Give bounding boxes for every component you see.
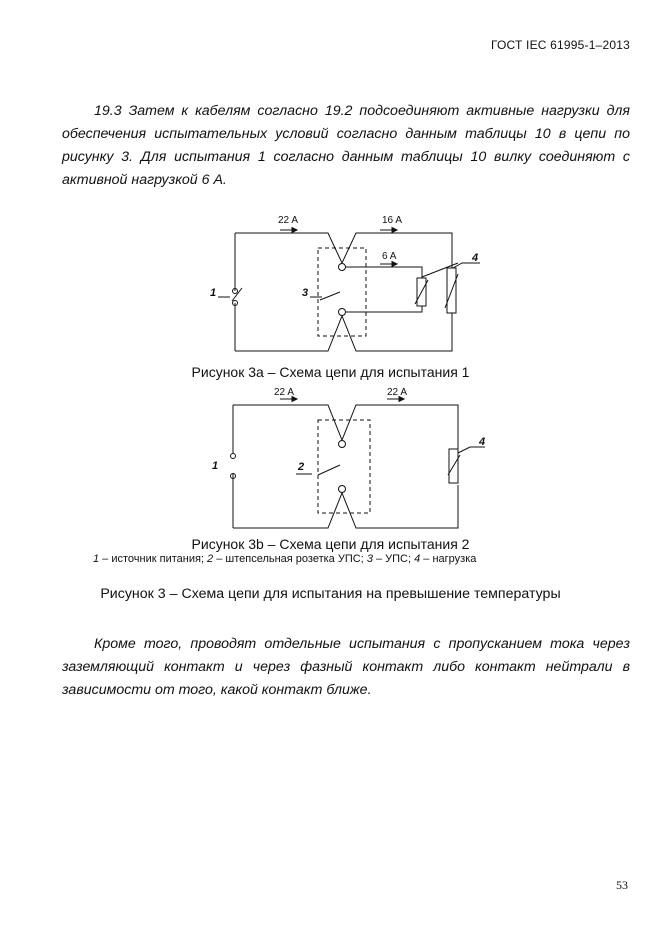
legend-text-4: – нагрузка — [420, 553, 477, 565]
legend-num-2: 2 — [207, 553, 214, 565]
legend-num-3: 3 — [366, 553, 373, 565]
legend-num-4: 4 — [414, 553, 421, 565]
figure-3a-diagram — [200, 208, 480, 358]
contact-top — [339, 264, 346, 271]
current-22a-label: 22 A — [278, 215, 299, 226]
branch-wire-top — [346, 267, 422, 278]
paragraph-additional-tests: Кроме того, проводят отдельные испытания с пропусканием тока через заземляющий контакт и через фазный контакт либо контакт нейтрали в зависимости от того, какой контакт ближе. — [62, 636, 630, 698]
current-16a-label: 16 A — [382, 215, 403, 226]
label-4: 4 — [472, 252, 479, 264]
paragraph-19-3: 19.3 Затем к кабелям согласно 19.2 подсоединяют активные нагрузки для обеспечения испытательных условий согласно данным таблицы 10 в цепи по рисунку 3. Для испытания 1 согласно данным таблицы 10 вилку соединяют с активной нагрузкой 6 А. — [62, 103, 630, 188]
label-4: 4 — [479, 436, 486, 448]
figure-3b-diagram — [200, 385, 486, 535]
label-1: 1 — [210, 287, 217, 299]
label-2: 2 — [298, 461, 305, 473]
caption-3a: Рисунок 3a – Схема цепи для испытания 1 — [191, 364, 470, 380]
figure-legend — [93, 553, 476, 565]
contact-bottom — [339, 486, 346, 493]
page-number: 53 — [616, 878, 628, 892]
current-22a-left-label: 22 A — [274, 387, 295, 398]
label-1: 1 — [212, 460, 219, 472]
top-wire-left — [235, 233, 452, 268]
inner-switch — [320, 292, 340, 300]
contact-top — [339, 441, 346, 448]
current-22a-right-label: 22 A — [387, 387, 408, 398]
caption-3b: Рисунок 3b – Схема цепи для испытания 2 — [191, 536, 470, 552]
supply-terminal-top — [231, 454, 236, 459]
top-wire — [233, 405, 458, 455]
ups-dashed-box — [318, 248, 366, 336]
legend-text-1: – источник питания; — [99, 553, 208, 565]
label-3: 3 — [302, 287, 309, 299]
bottom-wire — [233, 485, 458, 528]
legend-num-1: 1 — [93, 553, 100, 565]
figure-3-caption: Рисунок 3 – Схема цепи для испытания на превышение температуры — [100, 586, 561, 602]
branch-wire-bottom — [346, 306, 422, 312]
contact-bottom — [339, 309, 346, 316]
document-header: ГОСТ IEC 61995-1–2013 — [490, 38, 630, 52]
legend-text-2: – штепсельная розетка УПС; — [213, 553, 367, 565]
leader-4a — [422, 263, 458, 277]
current-6a-label: 6 A — [382, 251, 397, 262]
inner-switch — [318, 465, 340, 475]
legend-text-3: – УПС; — [372, 553, 415, 565]
bottom-wire — [235, 313, 452, 351]
